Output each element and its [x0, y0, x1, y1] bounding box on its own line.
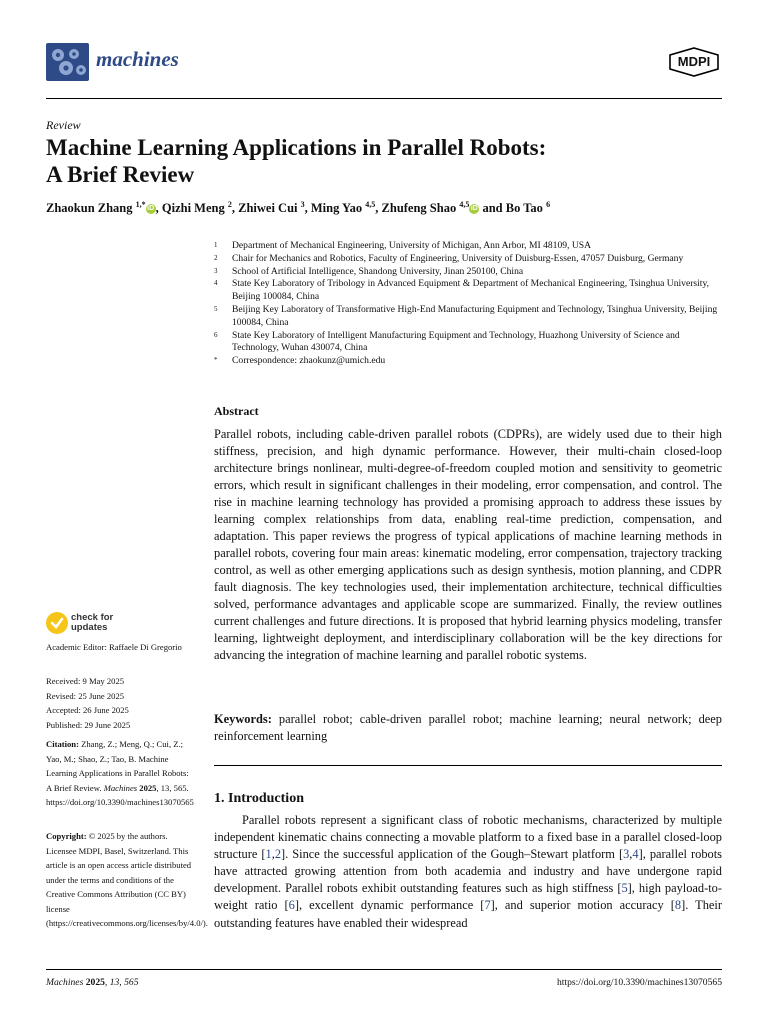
abstract-text: Parallel robots, including cable-driven parallel robots (CDPRs), are widely used due to their high stiffness, precision, and high dynamic performance. However, their multi-chain closed-loop architecture brings nonlinear, multi-degree-of-freedom coupled motion and sensitivity to geometric errors, which result in significant challenges in their modeling, error compensation, and control. The rise in machine learning technology has provided a promising approach to address these issues by learning complex relationships from data, enabling real-time prediction, compensation, and adaptation. This paper reviews the progress of typical applications of machine learning methods in parallel robots, covering four main areas: kinematic modeling, error compensation, trajectory tracking control, as well as other emerging applications such as design synthesis, motion planning, and CDPR fault diagnosis. The key technologies used, their implementation architecture, technical difficulties solved, performance advantages and applicable scope are summarized. Finally, the review outlines current challenges and future directions. It is proposed that hybrid learning physics modeling, transfer learning, lightweight deployment, and interdisciplinary collaboration will be the key directions for advancing the integration of machine learning and parallel robotic systems. [214, 427, 722, 662]
author-affiliation-marker: 3 [300, 200, 305, 209]
citation-year: 2025 [139, 782, 157, 793]
check-updates-line1: check for [71, 612, 114, 623]
published-date: Published: 29 June 2025 [46, 719, 131, 730]
section-heading-introduction: 1. Introduction [214, 791, 304, 806]
affiliation-text: Correspondence: zhaokunz@umich.edu [232, 355, 386, 367]
author-list: Zhaokun Zhang $^{1,*}$ iD , Qizhi Meng $^2$, Zhiwei Cui $^3$, Ming Yao $^{4,5}$, Zhufeng Shao $^{4,5}$ iD and Bo Tao $^6$ [46, 200, 551, 216]
check-for-updates-button[interactable] [46, 611, 156, 637]
copyright-label: Copyright: [46, 831, 87, 841]
affiliation-text: Department of Mechanical Engineering, University of Michigan, Ann Arbor, MI 48109, USA [232, 240, 592, 251]
check-mark-icon [46, 612, 68, 634]
affiliation-text: Beijing Key Laboratory of Transformative High-End Manufacturing Equipment and Technology, Tsinghua University, Beijing 100084, China [232, 303, 718, 328]
citation-link[interactable]: 2 [274, 847, 282, 862]
mdpi-logo[interactable] [668, 47, 720, 77]
affiliation-text: State Key Laboratory of Tribology in Advanced Equipment & Department of Mechanical Engineering, Tsinghua University, Beijing 100084, China [232, 278, 710, 303]
check-updates-line2: updates [71, 622, 108, 633]
citation-link[interactable]: 1 [265, 847, 272, 862]
citation-link[interactable]: 3 [623, 847, 630, 862]
author-name: Ming Yao [310, 201, 366, 216]
abstract-heading: Abstract [214, 404, 259, 418]
citation-label: Citation: [46, 739, 79, 749]
citation-journal: Machines [103, 782, 138, 793]
citation-text: Zhang, Z.; Meng, Q.; Cui, Z.; Yao, M.; Shao, Z.; Tao, B. Machine Learning Applications in Parallel Robots: A Brief Review. [46, 739, 189, 793]
footer-divider [46, 969, 722, 970]
affiliation-item [214, 355, 724, 368]
citation-block: Citation: Zhang, Z.; Meng, Q.; Cui, Z.; Yao, M.; Shao, Z.; Tao, B. Machine Learning Applications in Parallel Robots: A Brief Review. Machines 2025, 13, 565. https://doi.org/10.3390/machines13070565 [46, 739, 194, 807]
introduction-text: Parallel robots represent a significant class of robotic mechanisms, characterized by multiple independent kinematic chains connecting a movable platform to a fixed base in a parallel closed-loop structure [1,2]. Since the successful application of the Gough–Stewart platform [3,4], parallel robots have attracted growing attention from both academia and industry and have undergone rapid development. Parallel robots exhibit outstanding features such as high stiffness [5], high payload-to-weight ratio [6], excellent dynamic performance [7], and superior motion accuracy [8]. Their outstanding features have enabled their widespread [214, 813, 723, 930]
affiliation-item [214, 330, 724, 356]
section-divider [214, 765, 722, 766]
affiliation-number: 6 [214, 330, 218, 339]
affiliation-item [214, 240, 724, 253]
author-name: Zhufeng Shao [381, 201, 460, 216]
publisher-label: MDPI [677, 54, 711, 69]
affiliation-item [214, 253, 724, 266]
journal-name[interactable]: machines [96, 47, 179, 71]
header-divider [46, 98, 722, 99]
author-name: Bo Tao [505, 201, 547, 216]
author-affiliation-marker: 4,5 [365, 200, 376, 209]
author-affiliation-marker: 2 [227, 200, 232, 209]
author-affiliation-marker: 4,5 [459, 200, 470, 209]
accepted-date: Accepted: 26 June 2025 [46, 705, 129, 715]
affiliation-number: 1 [214, 241, 218, 249]
keywords-label: Keywords: [214, 712, 272, 726]
received-date: Received: 9 May 2025 [46, 676, 125, 686]
citation-link[interactable]: 7 [484, 898, 491, 913]
footer-doi-link[interactable]: https://doi.org/10.3390/machines13070565 [556, 977, 722, 988]
citation-details: 13, 565. https://doi.org/10.3390/machines13070565 [46, 782, 194, 807]
author-affiliation-marker: 1,* [135, 200, 146, 209]
citation-link[interactable]: 8 [674, 898, 682, 913]
author-affiliation-marker: 6 [546, 200, 551, 209]
citation-link[interactable]: 5 [621, 881, 628, 896]
article-type: Review [46, 118, 81, 132]
citation-link[interactable]: 6 [288, 898, 295, 913]
article-title: Machine Learning Applications in Parallel Robots: A Brief Review [46, 135, 547, 187]
affiliation-item [214, 266, 724, 279]
copyright-text: © 2025 by the authors. Licensee MDPI, Basel, Switzerland. This article is an open access article distributed under the terms and conditions of the Creative Commons Attribution (CC BY) license (https://creativecommons.org/licenses/by/4.0/). [46, 831, 208, 928]
footer-citation: Machines 2025, 13, 565 [46, 977, 139, 988]
affiliation-number: 2 [214, 253, 218, 262]
affiliation-number: 3 [214, 266, 218, 275]
revised-date: Revised: 25 June 2025 [46, 690, 125, 701]
publication-dates [46, 674, 196, 732]
citation-link[interactable]: 4 [632, 847, 639, 862]
affiliation-item [214, 304, 724, 330]
affiliation-number: 4 [214, 279, 218, 288]
author-name: Qizhi Meng [161, 201, 228, 216]
keywords-text: parallel robot; cable-driven parallel robot; machine learning; neural network; deep reinforcement learning [214, 712, 722, 743]
orcid-icon[interactable]: iD [470, 205, 478, 213]
affiliation-number: 5 [214, 304, 218, 313]
affiliation-text: School of Artificial Intelligence, Shandong University, Jinan 250100, China [232, 265, 524, 277]
author-name: Zhaokun Zhang [46, 201, 136, 216]
author-name: Zhiwei Cui [238, 201, 301, 216]
affiliation-text: State Key Laboratory of Intelligent Manufacturing Equipment and Technology, Huazhong University of Science and Technology, Wuhan 430074, China [232, 329, 680, 354]
affiliation-item [214, 278, 724, 304]
affiliations [214, 240, 724, 368]
copyright-block [46, 829, 208, 931]
affiliation-number: * [214, 356, 218, 365]
academic-editor: Academic Editor: Raffaele Di Gregorio [46, 642, 182, 652]
affiliation-text: Chair for Mechanics and Robotics, Faculty of Engineering, University of Duisburg-Essen, 47057 Duisburg, Germany [232, 252, 684, 264]
keywords [214, 711, 722, 745]
orcid-icon[interactable]: iD [147, 205, 155, 213]
journal-logo-icon [46, 43, 89, 81]
